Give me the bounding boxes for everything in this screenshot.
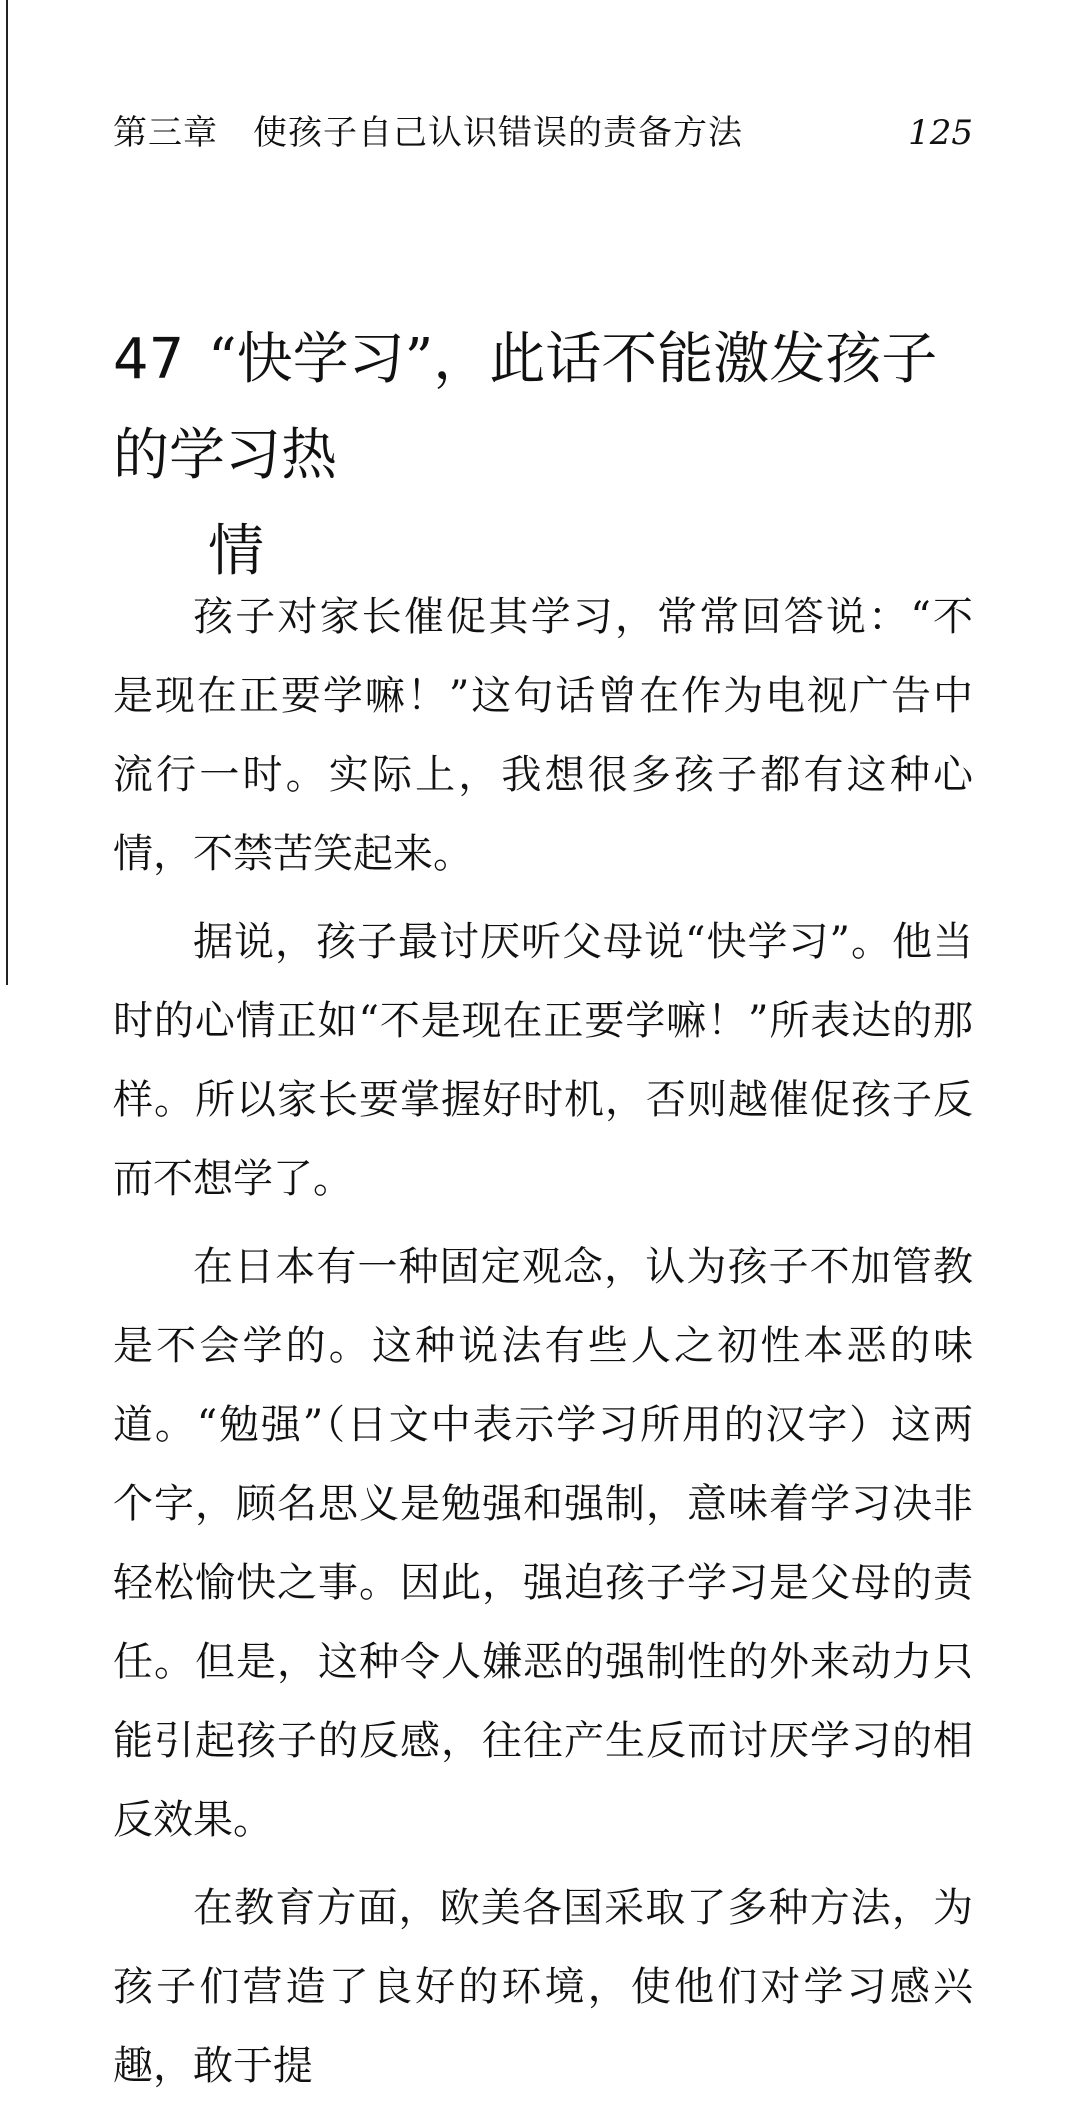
section-heading [113, 312, 973, 600]
page-edge-rule [6, 0, 8, 985]
running-header [113, 108, 973, 158]
chapter-title: 第三章 使孩子自己认识错误的责备方法 [113, 113, 743, 153]
paragraph: 在教育方面，欧美各国采取了多种方法，为孩子们营造了良好的环境，使他们对学习感兴趣，敢于提 [113, 1885, 973, 2089]
page-number: 125 [908, 113, 973, 153]
section-title-line1: “快学习”，此话不能激发孩子的学习热 [113, 327, 938, 488]
paragraph: 在日本有一种固定观念，认为孩子不加管教是不会学的。这种说法有些人之初性本恶的味道。“勉强”（日文中表示学习所用的汉字）这两个字，顾名思义是勉强和强制，意味着学习决非轻松愉快之事。因此，强迫孩子学习是父母的责任。但是，这种令人嫌恶的强制性的外来动力只能引起孩子的反感，往往产生反而讨厌学习的相反效果。 [113, 1244, 973, 1843]
body-text [113, 578, 973, 2115]
section-title-line2: 情 [208, 519, 264, 584]
paragraph: 据说，孩子最讨厌听父母说“快学习”。他当时的心情正如“不是现在正要学嘛！”所表达的那样。所以家长要掌握好时机，否则越催促孩子反而不想学了。 [113, 919, 973, 1202]
section-number: 47 [113, 327, 185, 392]
paragraph: 孩子对家长催促其学习，常常回答说：“不是现在正要学嘛！”这句话曾在作为电视广告中流行一时。实际上，我想很多孩子都有这种心情，不禁苦笑起来。 [113, 594, 973, 877]
